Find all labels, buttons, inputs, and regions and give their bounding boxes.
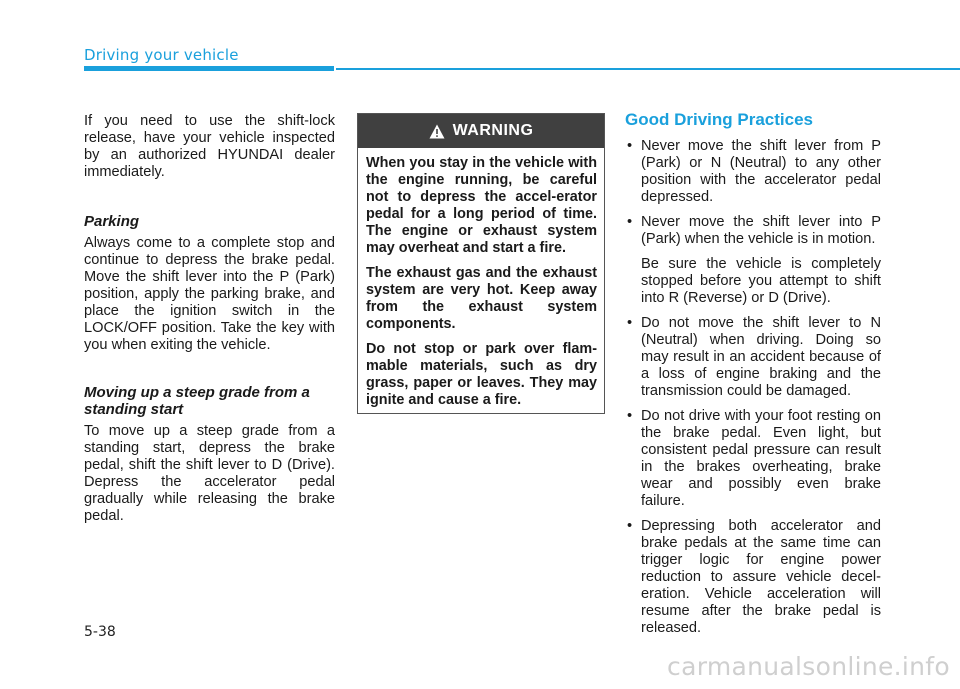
header-title: Driving your vehicle <box>84 46 239 64</box>
bullet: • <box>627 315 633 331</box>
watermark[interactable]: carmanualsonline.info <box>667 652 950 681</box>
warning-paragraph: When you stay in the vehicle with the engine running, be careful not to depress the accel-erator pedal for a long period of time. The engine or exhaust system may overheat and start a fire. <box>366 155 597 256</box>
bullet: • <box>627 518 633 534</box>
warning-paragraph: Do not stop or park over flam-mable materials, such as dry grass, paper or leaves. They may ignite and cause a fire. <box>366 341 597 408</box>
list-item-text: Do not drive with your foot resting on the brake pedal. Even light, but consistent pedal pressure can result in the brakes overheating, brake wear and possibly even brake failure. <box>641 408 881 509</box>
bullet: • <box>627 214 633 230</box>
bullet: • <box>627 138 633 154</box>
warning-label: WARNING <box>452 122 534 139</box>
right-column <box>625 110 881 645</box>
list-item <box>625 518 881 637</box>
intro-paragraph: If you need to use the shift-lock release, have your vehicle inspected by an authorized HYUNDAI dealer immediately. <box>84 113 335 180</box>
list-item-text: Never move the shift lever into P (Park) when the vehicle is in motion. <box>641 214 881 247</box>
list-item-text: Do not move the shift lever to N (Neutral) when driving. Doing so may result in an accident because of a loss of engine braking and the transmission could be damaged. <box>641 315 881 399</box>
bullet: • <box>627 408 633 424</box>
left-column <box>84 113 335 525</box>
header-rule-thick <box>84 66 334 71</box>
warning-header <box>358 114 604 148</box>
list-item <box>625 315 881 400</box>
warning-paragraph: The exhaust gas and the exhaust system are very hot. Keep away from the exhaust system components. <box>366 265 597 332</box>
warning-box <box>357 113 605 414</box>
list-item-text: Depressing both accelerator and brake pedals at the same time can trigger logic for engine power reduction to assure vehicle decel-eration. Vehicle acceleration will resume after the brake pedal is released. <box>641 518 881 636</box>
parking-paragraph: Always come to a complete stop and continue to depress the brake pedal. Move the shift lever into the P (Park) position, apply the parking brake, and place the ignition switch in the LOCK/OFF position. Take the key with you when exiting the vehicle. <box>84 235 335 353</box>
warning-body <box>358 148 604 409</box>
good-practices-list <box>625 138 881 637</box>
page-number: 5-38 <box>84 624 116 640</box>
warning-triangle-icon <box>429 124 445 139</box>
header-rule-thin <box>336 68 960 70</box>
list-item <box>625 138 881 206</box>
list-item-text: Never move the shift lever from P (Park) or N (Neutral) to any other position with the accelerator pedal depressed. <box>641 138 881 205</box>
good-practices-title: Good Driving Practices <box>625 110 813 129</box>
list-item-subtext: Be sure the vehicle is completely stopped before you attempt to shift into R (Reverse) or D (Drive). <box>641 256 881 306</box>
grade-title: Moving up a steep grade from a standing start <box>84 384 310 418</box>
list-item <box>625 214 881 307</box>
list-item <box>625 408 881 510</box>
parking-title: Parking <box>84 213 140 230</box>
grade-paragraph: To move up a steep grade from a standing start, depress the brake pedal, shift the shift lever to D (Drive). Depress the accelerator pedal gradually while releasing the brake pedal. <box>84 423 335 524</box>
